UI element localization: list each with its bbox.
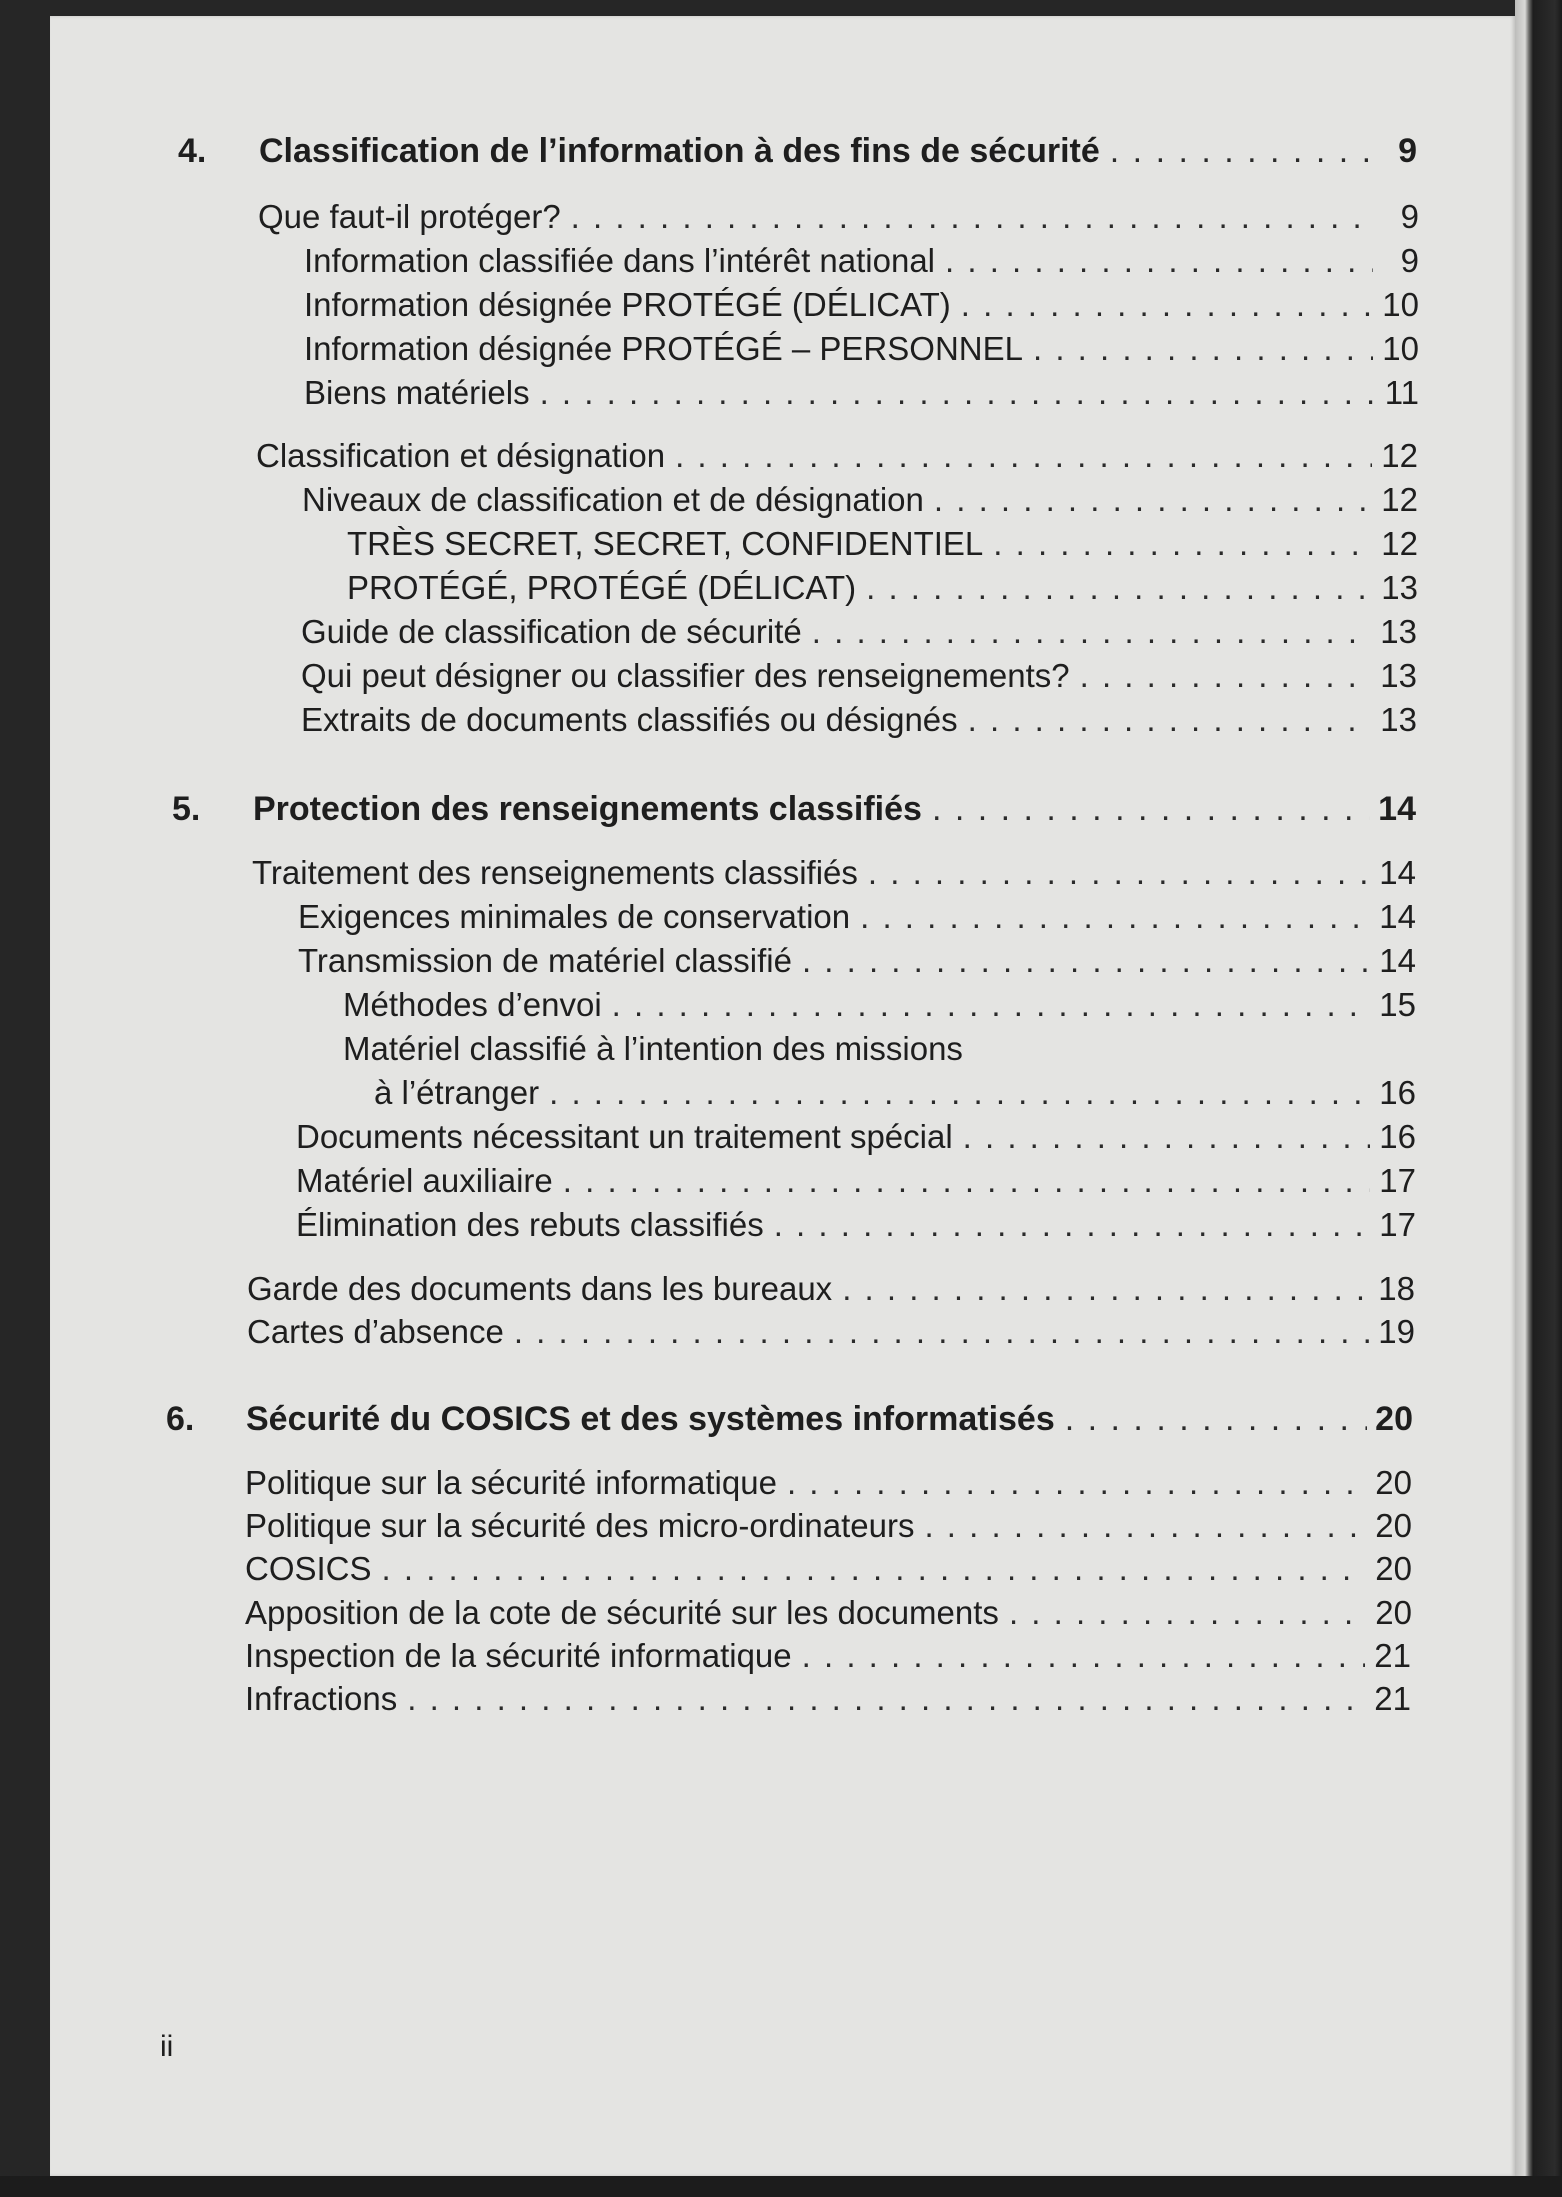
- entry-label: à l’étranger: [374, 1074, 540, 1111]
- page-ref: 16: [1379, 1074, 1416, 1111]
- entry-label: Méthodes d’envoi: [343, 986, 602, 1023]
- leader-dots: [866, 569, 1372, 607]
- entry-label: Qui peut désigner ou classifier des renseignements?: [301, 657, 1070, 694]
- leader-dots: [961, 286, 1373, 324]
- toc-entry[interactable]: [245, 1680, 1411, 1718]
- entry-label: Extraits de documents classifiés ou désignés: [301, 701, 958, 738]
- entry-label: Traitement des renseignements classifiés: [252, 854, 858, 891]
- page-ref: 20: [1375, 1594, 1412, 1631]
- leader-dots: [842, 1270, 1369, 1308]
- toc-entry[interactable]: [247, 1313, 1415, 1351]
- leader-dots: [571, 198, 1373, 236]
- chapter-number: 4.: [178, 132, 207, 170]
- leader-dots: [1065, 1400, 1367, 1439]
- leader-dots: [924, 1507, 1366, 1545]
- page-ref: 13: [1380, 613, 1417, 650]
- toc-entry[interactable]: [296, 1118, 1416, 1156]
- chapter-title: Sécurité du COSICS et des systèmes informatisés: [246, 1400, 1055, 1438]
- toc-entry[interactable]: [245, 1594, 1412, 1632]
- toc-entry[interactable]: [304, 242, 1419, 280]
- entry-label: Apposition de la cote de sécurité sur les documents: [245, 1594, 999, 1631]
- entry-label: Information désignée PROTÉGÉ (DÉLICAT): [304, 286, 951, 323]
- toc-entry[interactable]: [296, 1206, 1416, 1244]
- leader-dots: [1033, 330, 1373, 368]
- leader-dots: [549, 1074, 1370, 1112]
- entry-label: Niveaux de classification et de désignation: [302, 481, 924, 518]
- chapter-number: 5.: [172, 790, 201, 828]
- page-ref: 9: [1400, 242, 1419, 279]
- leader-dots: [1009, 1594, 1366, 1632]
- toc-entry[interactable]: [304, 286, 1419, 324]
- leader-dots: [407, 1680, 1365, 1718]
- page-ref: 13: [1380, 701, 1417, 738]
- page-ref: 12: [1381, 525, 1418, 562]
- toc-entry[interactable]: [245, 1637, 1411, 1675]
- page-ref: 12: [1381, 437, 1418, 474]
- toc-entry[interactable]: [301, 613, 1417, 651]
- chapter-heading: [246, 1400, 1413, 1439]
- leader-dots: [802, 942, 1370, 980]
- page-ref: 13: [1380, 657, 1417, 694]
- entry-label: Infractions: [245, 1680, 398, 1717]
- entry-label: COSICS: [245, 1550, 372, 1587]
- page-ref: 20: [1375, 1400, 1413, 1438]
- page-ref: 21: [1374, 1680, 1411, 1717]
- entry-label: Matériel classifié à l’intention des missions: [343, 1030, 963, 1067]
- entry-label: Classification et désignation: [256, 437, 666, 474]
- page-ref: 16: [1379, 1118, 1416, 1155]
- page-ref: 10: [1382, 330, 1419, 367]
- leader-dots: [612, 986, 1370, 1024]
- leader-dots: [812, 613, 1371, 651]
- entry-label: Documents nécessitant un traitement spécial: [296, 1118, 953, 1155]
- entry-label: Que faut-il protéger?: [258, 198, 561, 235]
- entry-label: Guide de classification de sécurité: [301, 613, 802, 650]
- chapter-title: Protection des renseignements classifiés: [253, 790, 922, 828]
- toc-entry[interactable]: [343, 986, 1416, 1024]
- page-ref: 20: [1375, 1507, 1412, 1544]
- toc-entry[interactable]: [247, 1270, 1415, 1308]
- entry-label: Transmission de matériel classifié: [298, 942, 792, 979]
- page-ref: 13: [1381, 569, 1418, 606]
- page-ref: 17: [1379, 1206, 1416, 1243]
- entry-label: Matériel auxiliaire: [296, 1162, 553, 1199]
- entry-label: Élimination des rebuts classifiés: [296, 1206, 764, 1243]
- toc-entry[interactable]: [304, 330, 1419, 368]
- entry-label: Politique sur la sécurité informatique: [245, 1464, 777, 1501]
- chapter-number: 6.: [166, 1400, 195, 1438]
- toc-entry[interactable]: [298, 942, 1416, 980]
- toc-entry[interactable]: [245, 1550, 1412, 1588]
- entry-label: PROTÉGÉ, PROTÉGÉ (DÉLICAT): [347, 569, 857, 606]
- entry-label: Information désignée PROTÉGÉ – PERSONNEL: [304, 330, 1023, 367]
- toc-entry[interactable]: [301, 657, 1417, 695]
- page-ref: 12: [1381, 481, 1418, 518]
- toc-entry[interactable]: [343, 1030, 1416, 1068]
- leader-dots: [963, 1118, 1370, 1156]
- leader-dots: [945, 242, 1373, 280]
- entry-label: TRÈS SECRET, SECRET, CONFIDENTIEL: [347, 525, 984, 562]
- leader-dots: [932, 790, 1370, 829]
- leader-dots: [802, 1637, 1365, 1675]
- leader-dots: [514, 1313, 1369, 1351]
- toc-entry[interactable]: [252, 854, 1416, 892]
- leader-dots: [934, 481, 1372, 519]
- toc-entry[interactable]: [302, 481, 1418, 519]
- page-ref: 21: [1374, 1637, 1411, 1674]
- leader-dots: [968, 701, 1371, 739]
- leader-dots: [860, 898, 1370, 936]
- page-ref: 17: [1379, 1162, 1416, 1199]
- page-ref: 14: [1379, 942, 1416, 979]
- page-ref: 9: [1398, 132, 1417, 170]
- leader-dots: [1080, 657, 1371, 695]
- page-ref: 18: [1378, 1270, 1415, 1307]
- toc-entry[interactable]: [296, 1162, 1416, 1200]
- leader-dots: [563, 1162, 1370, 1200]
- entry-label: Inspection de la sécurité informatique: [245, 1637, 792, 1674]
- leader-dots: [787, 1464, 1366, 1502]
- page-ref: 11: [1384, 374, 1419, 411]
- toc-entry[interactable]: [301, 701, 1417, 739]
- leader-dots: [993, 525, 1372, 563]
- entry-label: Exigences minimales de conservation: [298, 898, 851, 935]
- chapter-heading: [259, 132, 1417, 171]
- leader-dots: [540, 374, 1373, 412]
- page-ref: 19: [1378, 1313, 1415, 1350]
- page-ref: 10: [1382, 286, 1419, 323]
- page-ref: 9: [1400, 198, 1419, 235]
- toc-entry[interactable]: [298, 898, 1416, 936]
- page-ref: 14: [1379, 898, 1416, 935]
- toc-entry[interactable]: [245, 1507, 1412, 1545]
- leader-dots: [774, 1206, 1370, 1244]
- leader-dots: [868, 854, 1370, 892]
- page-number: ii: [160, 2030, 174, 2063]
- entry-label: Biens matériels: [304, 374, 530, 411]
- page-ref: 15: [1379, 986, 1416, 1023]
- entry-label: Politique sur la sécurité des micro-ordinateurs: [245, 1507, 915, 1544]
- toc-entry[interactable]: [256, 437, 1418, 475]
- chapter-heading: [253, 790, 1416, 829]
- toc-entry[interactable]: [374, 1074, 1416, 1112]
- leader-dots: [1110, 132, 1371, 171]
- toc-entry[interactable]: [258, 198, 1419, 236]
- toc-entry[interactable]: [347, 569, 1418, 607]
- toc-entry[interactable]: [245, 1464, 1412, 1502]
- entry-label: Cartes d’absence: [247, 1313, 504, 1350]
- chapter-title: Classification de l’information à des fins de sécurité: [259, 132, 1100, 170]
- leader-dots: [382, 1550, 1366, 1588]
- entry-label: Garde des documents dans les bureaux: [247, 1270, 833, 1307]
- page-ref: 14: [1378, 790, 1416, 828]
- page-ref: 20: [1375, 1464, 1412, 1501]
- entry-label: Information classifiée dans l’intérêt national: [304, 242, 936, 279]
- toc-entry[interactable]: [304, 374, 1419, 412]
- page-ref: 20: [1375, 1550, 1412, 1587]
- leader-dots: [675, 437, 1372, 475]
- page-ref: 14: [1379, 854, 1416, 891]
- toc-entry[interactable]: [347, 525, 1418, 563]
